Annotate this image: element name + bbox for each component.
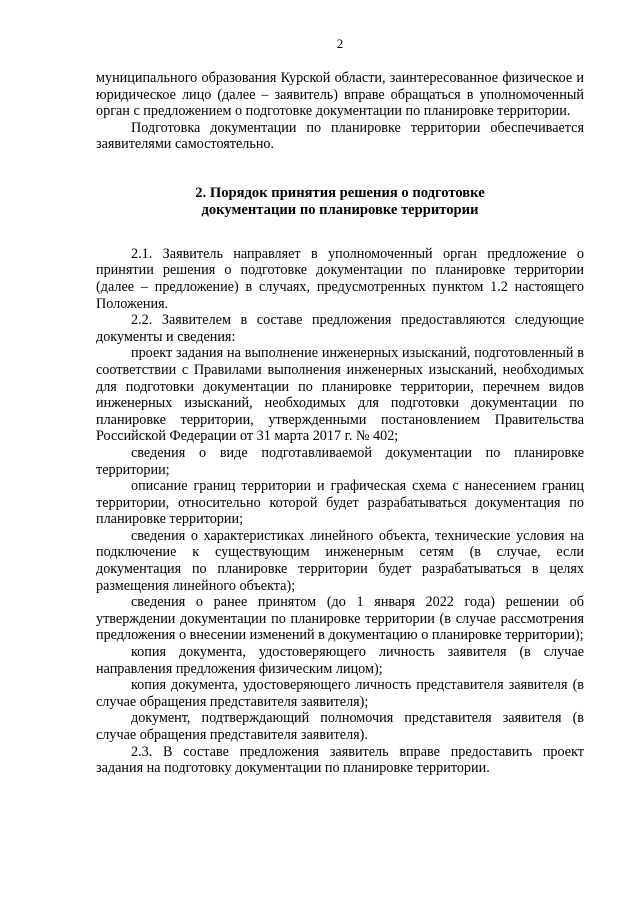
clause-2-2-item-applicant-id: копия документа, удостоверяющего личность заявителя (в случае направления предложения физическим лицом); — [96, 644, 584, 677]
page-number: 2 — [336, 36, 344, 51]
clause-2-2-item-survey-task: проект задания на выполнение инженерных изысканий, подготовленный в соответствии с Правилами выполнения инженерных изысканий, необходимых для подготовки документации по планировке территории, перечнем видов инженерных изысканий, необходимых для подготовки документации по планировке территории, утвержденными постановлением Правительства Российской Федерации от 31 марта 2017 г. № 402; — [96, 345, 584, 445]
clause-2-1: 2.1. Заявитель направляет в уполномоченный орган предложение о принятии решения о подготовке документации по планировке территории (далее – предложение) в случаях, предусмотренных пунктом 1.2 настоящего Положения. — [96, 245, 584, 312]
clause-2-2-item-representative-authority: документ, подтверждающий полномочия представителя заявителя (в случае обращения представителя заявителя). — [96, 710, 584, 743]
section-2-heading-line-2: документации по планировке территории — [201, 202, 479, 219]
clause-2-2-item-linear-object: сведения о характеристиках линейного объекта, технические условия на подключение к существующим инженерным сетям (в случае, если документация по планировке территории будет разрабатываться в целях размещения линейного объекта); — [96, 527, 584, 594]
intro-paragraph-continuation: муниципального образования Курской области, заинтересованное физическое и юридическое лицо (далее – заявитель) вправе обращаться в уполномоченный орган с предложением о подготовке документации по планировке территории. — [96, 70, 584, 120]
section-2-heading-line-1: 2. Порядок принятия решения о подготовке — [195, 184, 485, 201]
clause-2-2-item-prior-decision: сведения о ранее принятом (до 1 января 2022 года) решении об утверждении документации по планировке территории (в случае рассмотрения предложения о внесении изменений в документацию о планировке территории); — [96, 594, 584, 644]
clause-2-3: 2.3. В составе предложения заявитель вправе предоставить проект задания на подготовку документации по планировке территории. — [96, 743, 584, 777]
clause-2-2-item-territory-boundaries: описание границ территории и графическая схема с нанесением границ территории, относительно которой будет разрабатываться документация по планировке территории; — [96, 478, 584, 528]
clause-2-2: 2.2. Заявителем в составе предложения предоставляются следующие документы и сведения: — [96, 312, 584, 345]
clause-2-2-item-documentation-type: сведения о виде подготавливаемой документации по планировке территории; — [96, 444, 584, 478]
section-2-heading — [96, 185, 584, 220]
clause-2-2-item-representative-id: копия документа, удостоверяющего личность представителя заявителя (в случае обращения представителя заявителя); — [96, 677, 584, 710]
intro-paragraph-self-funding: Подготовка документации по планировке территории обеспечивается заявителями самостоятельно. — [96, 119, 584, 153]
